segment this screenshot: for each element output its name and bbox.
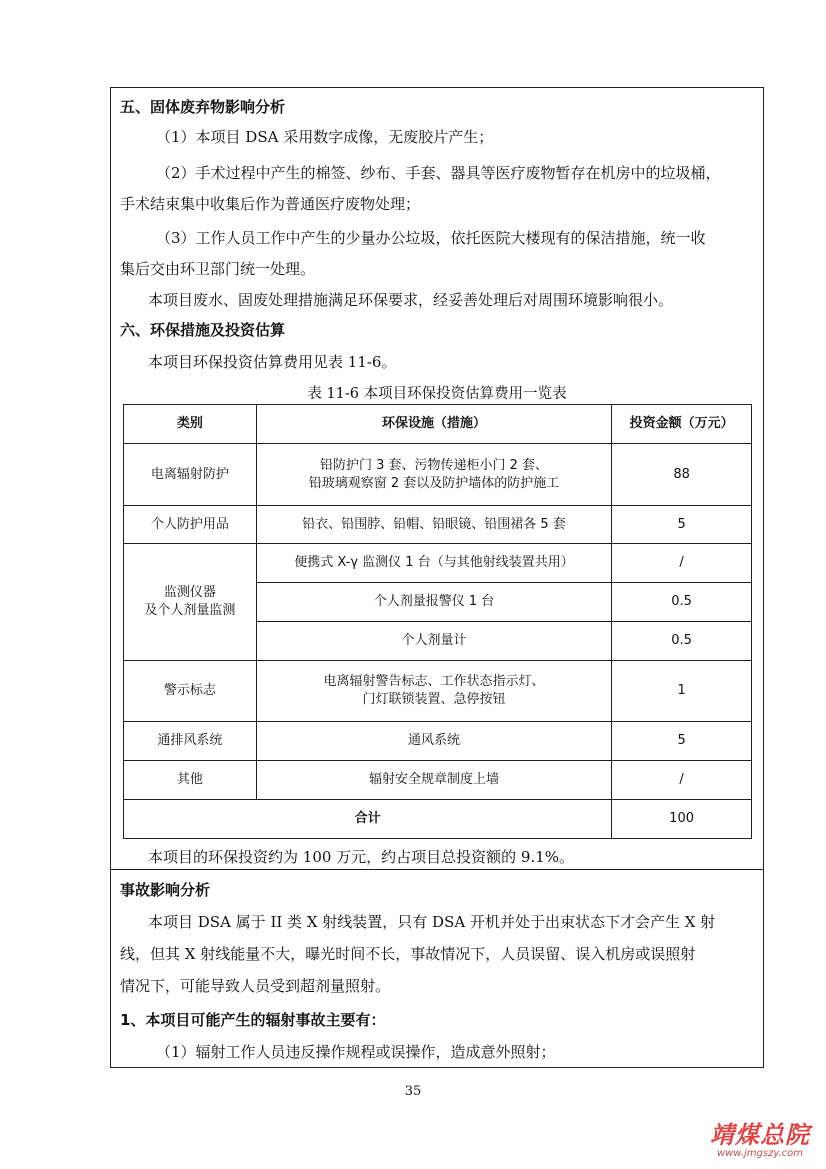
cell-measure-line1: 铅防护门 3 套、污物传递柜小门 2 套、 [319, 457, 549, 473]
section5-p2a: （2）手术过程中产生的棉签、纱布、手套、器具等医疗废物暂存在机房中的垃圾桶， [156, 164, 721, 182]
section6-intro: 本项目环保投资估算费用见表 11-6。 [148, 353, 397, 371]
section5-p2b: 手术结束集中收集后作为普通医疗废物处理； [120, 195, 421, 213]
table-row [124, 506, 752, 544]
cell-measure [256, 444, 611, 506]
watermark-main: 靖煤总院 [710, 1121, 810, 1149]
cell-measure: 个人剂量计 [256, 622, 611, 661]
table-row [124, 661, 752, 722]
investment-table [123, 404, 752, 839]
section5-heading: 五、固体废弃物影响分析 [120, 98, 286, 116]
cell-amount: 0.5 [612, 583, 752, 622]
cell-measure: 铅衣、铅围脖、铅帽、铅眼镜、铅围裙各 5 套 [256, 506, 611, 544]
cell-amount: 5 [612, 722, 752, 761]
cell-measure: 个人剂量报警仪 1 台 [256, 583, 611, 622]
section5-p3a: （3）工作人员工作中产生的少量办公垃圾，依托医院大楼现有的保洁措施，统一收 [156, 229, 706, 247]
watermark-url: www.jmgszy.com [716, 1148, 804, 1159]
table-header-row [124, 405, 752, 444]
section6-heading: 六、环保措施及投资估算 [120, 321, 286, 339]
header-measure: 环保设施（措施） [256, 405, 611, 444]
cell-category [124, 544, 257, 661]
cell-amount: / [612, 761, 752, 800]
cell-category: 警示标志 [124, 661, 257, 722]
header-category: 类别 [124, 405, 257, 444]
cell-measure [256, 661, 611, 722]
section-divider [110, 869, 764, 870]
accident-item1: （1）辐射工作人员违反操作规程或误操作，造成意外照射； [156, 1043, 556, 1061]
cell-amount: 0.5 [612, 622, 752, 661]
cell-category: 其他 [124, 761, 257, 800]
table-total-row [124, 800, 752, 839]
cell-measure-line2: 铅玻璃观察窗 2 套以及防护墙体的防护施工 [308, 475, 560, 491]
cell-measure-line1: 电离辐射警告标志、工作状态指示灯、 [323, 674, 545, 689]
cell-amount: 88 [612, 444, 752, 506]
cell-category: 电离辐射防护 [124, 444, 257, 506]
cell-measure-line2: 门灯联锁装置、急停按钮 [362, 692, 506, 707]
accident-subheading: 1、本项目可能产生的辐射事故主要有： [120, 1011, 386, 1029]
accident-p1c: 情况下，可能导致人员受到超剂量照射。 [120, 977, 391, 995]
cell-category-line1: 监测仪器 [163, 585, 216, 600]
section6-summary: 本项目的环保投资约为 100 万元，约占项目总投资额的 9.1%。 [148, 848, 575, 866]
cell-amount: 5 [612, 506, 752, 544]
watermark [700, 1122, 820, 1160]
table-row [124, 761, 752, 800]
table-caption: 表 11-6 本项目环保投资估算费用一览表 [307, 386, 567, 402]
cell-category: 通排风系统 [124, 722, 257, 761]
table-row [124, 722, 752, 761]
cell-measure: 通风系统 [256, 722, 611, 761]
accident-heading: 事故影响分析 [120, 881, 211, 899]
cell-measure: 辐射安全规章制度上墙 [256, 761, 611, 800]
section5-p1: （1）本项目 DSA 采用数字成像，无废胶片产生； [156, 128, 494, 146]
section5-p3b: 集后交由环卫部门统一处理。 [120, 260, 316, 278]
cell-measure: 便携式 X-γ 监测仪 1 台（与其他射线装置共用） [256, 544, 611, 583]
page-number: 35 [404, 1084, 422, 1099]
accident-p1b: 线，但其 X 射线能量不大，曝光时间不长，事故情况下，人员误留、误入机房或误照射 [120, 945, 696, 963]
cell-category: 个人防护用品 [124, 506, 257, 544]
table-row [124, 444, 752, 506]
section5-p4: 本项目废水、固废处理措施满足环保要求，经妥善处理后对周围环境影响很小。 [148, 291, 674, 309]
table-row [124, 544, 752, 583]
accident-p1a: 本项目 DSA 属于 II 类 X 射线装置，只有 DSA 开机并处于出束状态下才会产生 X 射 [148, 913, 716, 931]
cell-amount: / [612, 544, 752, 583]
cell-amount: 1 [612, 661, 752, 722]
cell-category-line2: 及个人剂量监测 [144, 603, 236, 618]
total-value: 100 [612, 800, 752, 839]
total-label: 合计 [124, 800, 612, 839]
header-amount: 投资金额（万元） [612, 405, 752, 444]
